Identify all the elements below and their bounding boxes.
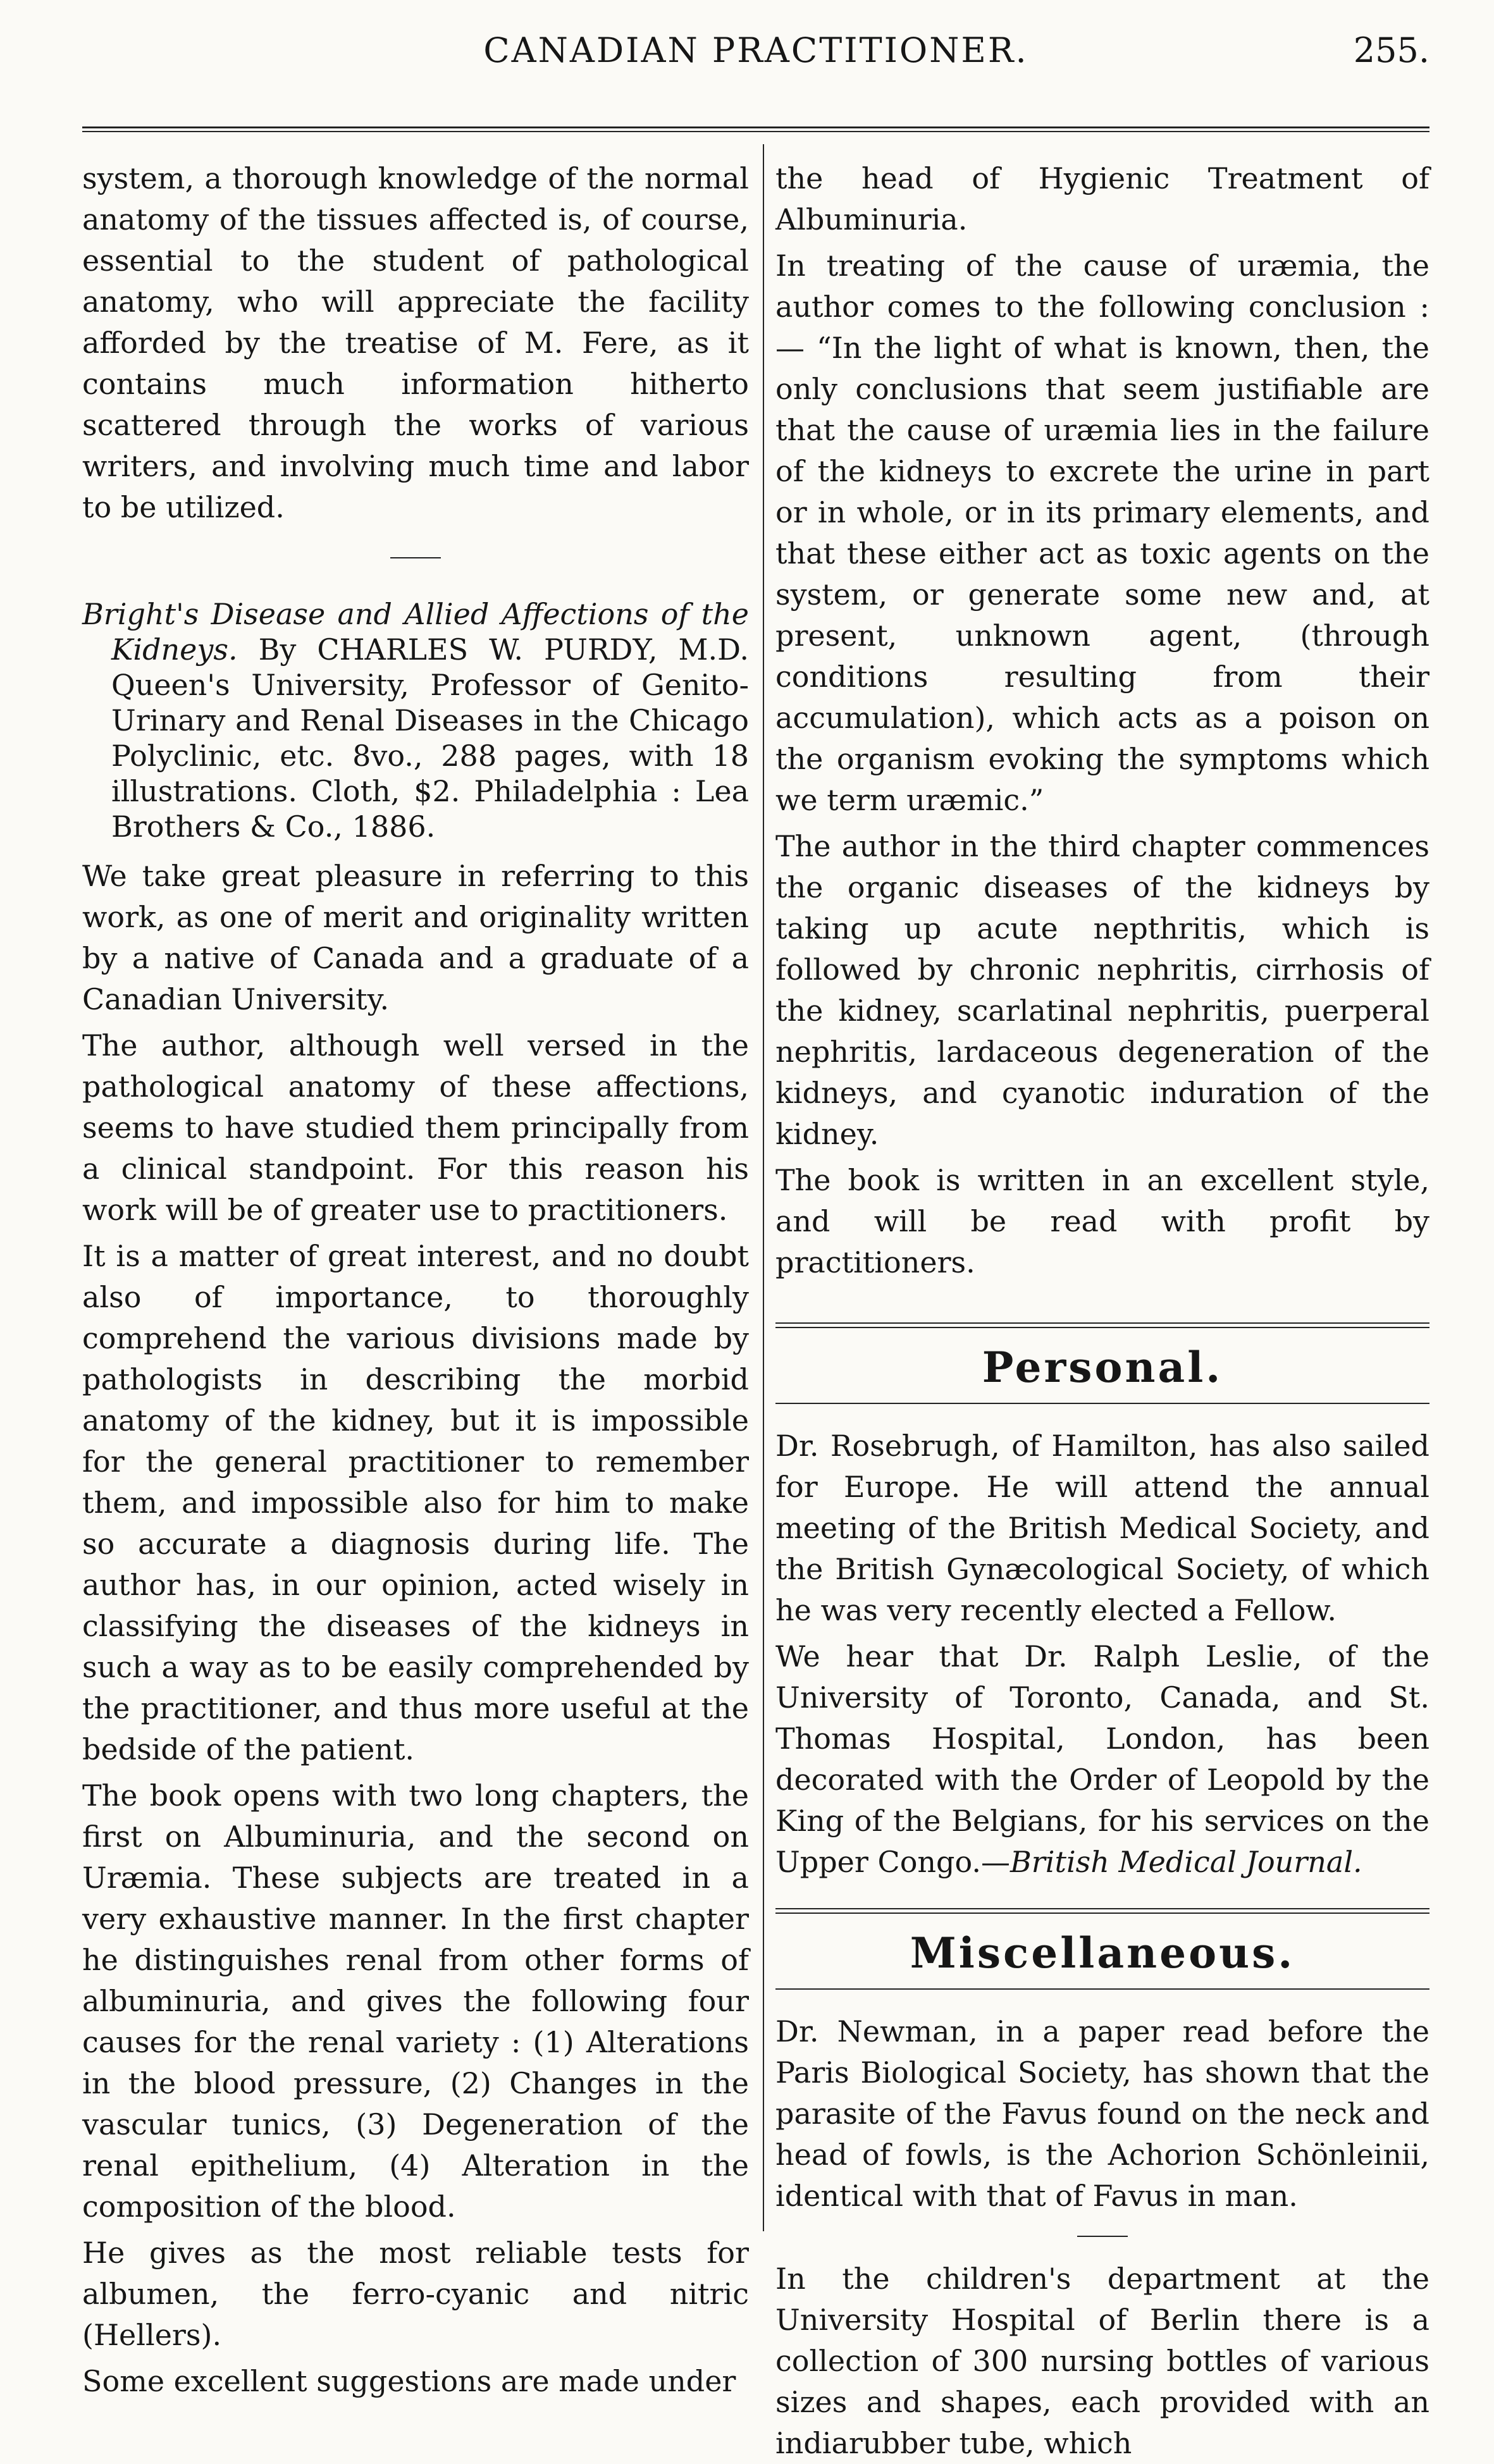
section-rule-second xyxy=(775,1327,1429,1328)
heading-underline xyxy=(775,1988,1429,1990)
item-separator xyxy=(1077,2236,1128,2237)
review-paragraph: We take great pleasure in referring to this work, as one of merit and originality written by a native of Canada and a graduate of a Canadian University. xyxy=(82,859,749,1016)
book-title: Bright's Disease and Allied Affections of the Kidneys. xyxy=(82,597,749,667)
review-continuation-paragraph: system, a thorough knowledge of the normal anatomy of the tissues affected is, of course, essential to the student of pathological anatomy, who will appreciate the facility afforded by the treatise of M. Fere, as it contains much information hitherto scattered through the works of various writers, and involving much time and labor to be utilized. xyxy=(82,161,749,524)
book-citation xyxy=(82,596,749,844)
review-paragraph: The book is written in an excellent style, and will be read with profit by practitioners. xyxy=(775,1163,1429,1279)
running-head xyxy=(82,25,1429,76)
source-citation: British Medical Journal. xyxy=(1009,1845,1362,1879)
book-details: By CHARLES W. PURDY, M.D. Queen's University, Professor of Genito-Urinary and Renal Diseases in the Chicago Polyclinic, etc. 8vo., 288 pages, with 18 illustrations. Cloth, $2. Philadelphia : Lea Brothers & Co., 1886. xyxy=(111,632,749,844)
section-rule xyxy=(775,1322,1429,1324)
section-rule xyxy=(775,1908,1429,1909)
review-paragraph: the head of Hygienic Treatment of Albuminuria. xyxy=(775,161,1429,237)
running-title: CANADIAN PRACTITIONER. xyxy=(483,30,1028,70)
right-column xyxy=(775,158,1429,2464)
review-paragraph: The book opens with two long chapters, the first on Albuminuria, and the second on Uræmia. These subjects are treated in a very exhaustive manner. In the first chapter he distinguishes renal from other forms of albuminuria, and gives the following four causes for the renal variety : (1) Alterations in the blood pressure, (2) Changes in the vascular tunics, (3) Degeneration of the renal epithelium, (4) Alteration in the composition of the blood. xyxy=(82,1778,749,2224)
section-rule-second xyxy=(775,1913,1429,1914)
review-paragraph: The author in the third chapter commences the organic diseases of the kidneys by taking up acute nepthritis, which is followed by chronic nephritis, cirrhosis of the kidney, scarlatinal nephritis, puerperal nephritis, lardaceous degeneration of the kidneys, and cyanotic induration of the kidney. xyxy=(775,829,1429,1151)
review-quote-paragraph: In treating of the cause of uræmia, the author comes to the following conclusion :— “In the light of what is known, then, the only conclusions that seem justifiable are that the cause of uræmia lies in the failure of the kidneys to excrete the urine in part or in whole, or in its primary elements, and that these either act as toxic agents on the system, or generate some new and, at present, unknown agent, (through conditions resulting from their accumulation), which acts as a poison on the organism evoking the symptoms which we term uræmic.” xyxy=(775,249,1429,817)
personal-paragraph: Dr. Rosebrugh, of Hamilton, has also sailed for Europe. He will attend the annual meeting of the British Medical Society, and the British Gynæcological Society, of which he was very recently elected a Fellow. xyxy=(775,1429,1429,1627)
header-rule-second xyxy=(82,131,1429,132)
personal-paragraph xyxy=(775,1636,1429,1883)
section-separator xyxy=(390,557,441,558)
column-divider xyxy=(763,144,764,2231)
miscellaneous-paragraph: In the children's department at the University Hospital of Berlin there is a collection of 300 nursing bottles of various sizes and shapes, each provided with an indiarubber tube, which xyxy=(775,2262,1429,2460)
review-paragraph: Some excellent suggestions are made under xyxy=(82,2364,736,2398)
header-rule xyxy=(82,126,1429,128)
personal-text: We hear that Dr. Ralph Leslie, of the University of Toronto, Canada, and St. Thomas Hospital, London, has been decorated with the Order of Leopold by the King of the Belgians, for his services on the Upper Congo.— xyxy=(775,1639,1429,1879)
review-paragraph: He gives as the most reliable tests for albumen, the ferro-cyanic and nitric (Hellers). xyxy=(82,2236,749,2352)
review-paragraph: The author, although well versed in the pathological anatomy of these affections, seems to have studied them principally from a clinical standpoint. For this reason his work will be of greater use to practitioners. xyxy=(82,1028,749,1227)
miscellaneous-paragraph: Dr. Newman, in a paper read before the Paris Biological Society, has shown that the parasite of the Favus found on the neck and head of fowls, is the Achorion Schönleinii, identical with that of Favus in man. xyxy=(775,2014,1429,2213)
left-column xyxy=(82,158,749,2402)
miscellaneous-heading: Miscellaneous. xyxy=(910,1928,1295,1978)
page-number: 255. xyxy=(1353,30,1429,70)
heading-underline xyxy=(775,1403,1429,1404)
review-paragraph: It is a matter of great interest, and no doubt also of importance, to thoroughly comprehend the various divisions made by pathologists in describing the morbid anatomy of the kidney, but it is impossible for the general practitioner to remember them, and impossible also for him to make so accurate a diagnosis during life. The author has, in our opinion, acted wisely in classifying the diseases of the kidneys in such a way as to be easily comprehended by the practitioner, and thus more useful at the bedside of the patient. xyxy=(82,1239,749,1766)
personal-heading: Personal. xyxy=(982,1343,1223,1392)
